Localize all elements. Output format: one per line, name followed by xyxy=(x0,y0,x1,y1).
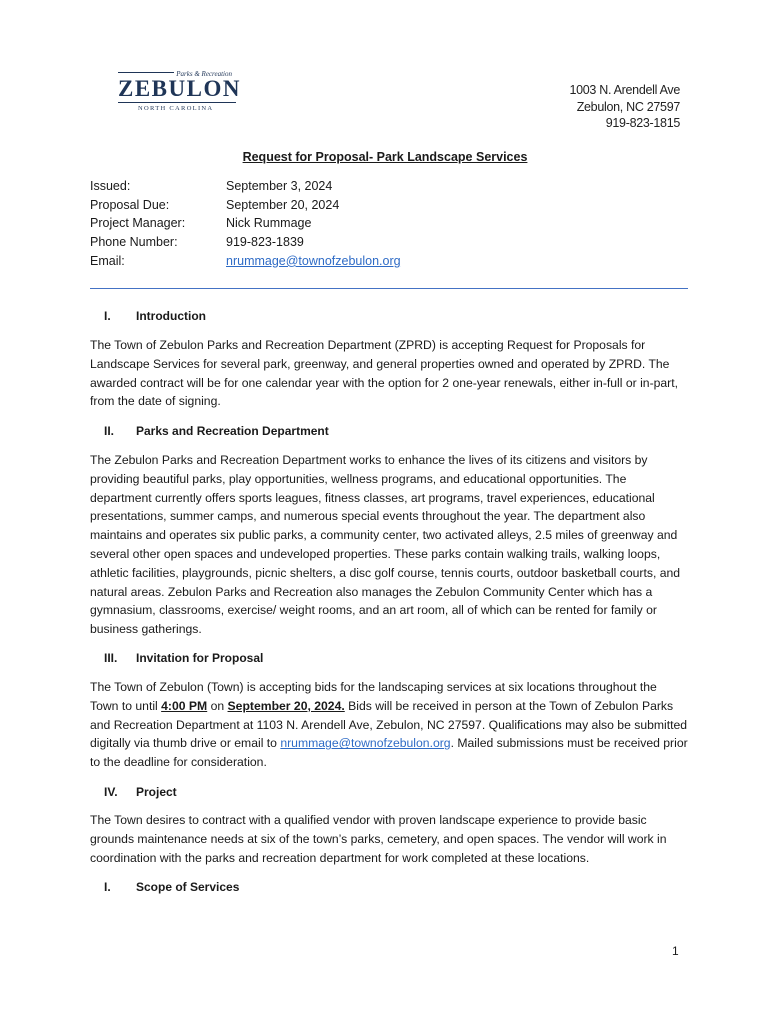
project-paragraph: The Town desires to contract with a qualified vendor with proven landscape experience to provide basic grounds maintenance needs at six of the town’s parks, cemetery, and open spaces. The vendor will work in coordination with the parks and recreation department for work completed at these locations. xyxy=(90,813,667,865)
document-title: Request for Proposal- Park Landscape Services xyxy=(242,150,528,164)
meta-label-issued: Issued: xyxy=(90,179,131,193)
meta-label-proposal-due: Proposal Due: xyxy=(90,197,170,212)
address-line1: 1003 N. Arendell Ave xyxy=(569,83,680,97)
section-title: Invitation for Proposal xyxy=(136,651,264,665)
meta-value-issued: September 3, 2024 xyxy=(226,179,333,193)
section-title: Introduction xyxy=(136,309,206,323)
address-line2: Zebulon, NC 27597 xyxy=(576,99,680,114)
deadline-time: 4:00 PM xyxy=(161,698,208,713)
meta-row xyxy=(90,196,401,215)
section-heading-scope xyxy=(90,880,239,894)
page-number: 1 xyxy=(672,944,679,958)
meta-value-proposal-due: September 20, 2024 xyxy=(226,197,340,212)
section-heading-introduction xyxy=(90,309,206,323)
meta-row xyxy=(90,233,401,252)
section-heading-invitation xyxy=(90,651,263,665)
section-number: I. xyxy=(104,309,111,323)
section-number: I. xyxy=(104,880,111,894)
logo-tagline: Parks & Recreation xyxy=(176,70,232,78)
logo-rule-top xyxy=(118,72,174,73)
email-link[interactable]: nrummage@townofzebulon.org xyxy=(226,253,401,268)
section-title: Parks and Recreation Department xyxy=(136,424,329,438)
logo-name: ZEBULON xyxy=(118,76,241,101)
section-number: IV. xyxy=(104,785,118,799)
invitation-text-b: on xyxy=(207,698,228,713)
section-number: II. xyxy=(104,424,115,438)
invitation-text-c: Bids will be received in person at the Town of Zebulon Parks and Recreation Department at 1103 N. Arendell Ave, Zebulon, NC 27597. Qualifications may also be submitted digitally via thumb drive or email to xyxy=(90,698,688,751)
section-heading-project xyxy=(90,785,177,799)
invitation-paragraph xyxy=(90,678,688,772)
meta-row xyxy=(90,177,401,196)
logo-subtitle: NORTH CAROLINA xyxy=(138,105,214,112)
meta-label-phone: Phone Number: xyxy=(90,235,178,250)
meta-row xyxy=(90,214,401,233)
section-number: III. xyxy=(104,651,118,665)
deadline-date: September 20, 2024. xyxy=(227,698,345,713)
introduction-paragraph: The Town of Zebulon Parks and Recreation Department (ZPRD) is accepting Request for Proposals for Landscape Services for several park, greenway, and general properties owned and operated by ZPRD. The awarded contract will be for one calendar year with the option for 2 one-year renewals, either in-full or in-part, from the date of signing. xyxy=(90,338,679,409)
meta-table xyxy=(90,177,401,271)
address-block xyxy=(569,82,680,132)
section-heading-department xyxy=(90,424,329,438)
logo-rule-bottom xyxy=(118,102,236,103)
meta-value-project-manager: Nick Rummage xyxy=(226,216,312,231)
department-paragraph: The Zebulon Parks and Recreation Department works to enhance the lives of its citizens and visitors by providing beautiful parks, play opportunities, wellness programs, and educational opportunities. The department currently offers sports leagues, fitness classes, art programs, travel experiences, educational presentations, summer camps, and numerous special events throughout the year. The department also maintains and operates six public parks, a community center, two activated alleys, 2.5 miles of greenway and several other open spaces and undeveloped properties. These parks contain walking trails, walking loops, athletic facilities, playgrounds, picnic shelters, a disc golf course, tennis courts, outdoor basketball courts, and natural areas. Zebulon Parks and Recreation also manages the Zebulon Community Center which has a gymnasium, classrooms, exercise/ weight rooms, and an art room, all of which can be rented for family or business gatherings. xyxy=(90,453,681,637)
invitation-text-a: The Town of Zebulon (Town) is accepting bids for the landscaping services at six locations throughout the Town to until xyxy=(90,680,657,713)
meta-row xyxy=(90,252,401,271)
meta-label-project-manager: Project Manager: xyxy=(90,216,186,231)
meta-label-email: Email: xyxy=(90,253,125,268)
section-title: Scope of Services xyxy=(136,880,240,894)
section-title: Project xyxy=(136,785,177,799)
header-divider xyxy=(90,288,688,289)
invitation-text-d: . Mailed submissions must be received prior to the deadline for consideration. xyxy=(90,736,688,770)
meta-value-phone: 919-823-1839 xyxy=(226,235,304,250)
meta-value-email xyxy=(226,252,401,271)
address-phone: 919-823-1815 xyxy=(605,116,680,130)
invitation-email-link[interactable]: nrummage@townofzebulon.org xyxy=(280,736,451,751)
